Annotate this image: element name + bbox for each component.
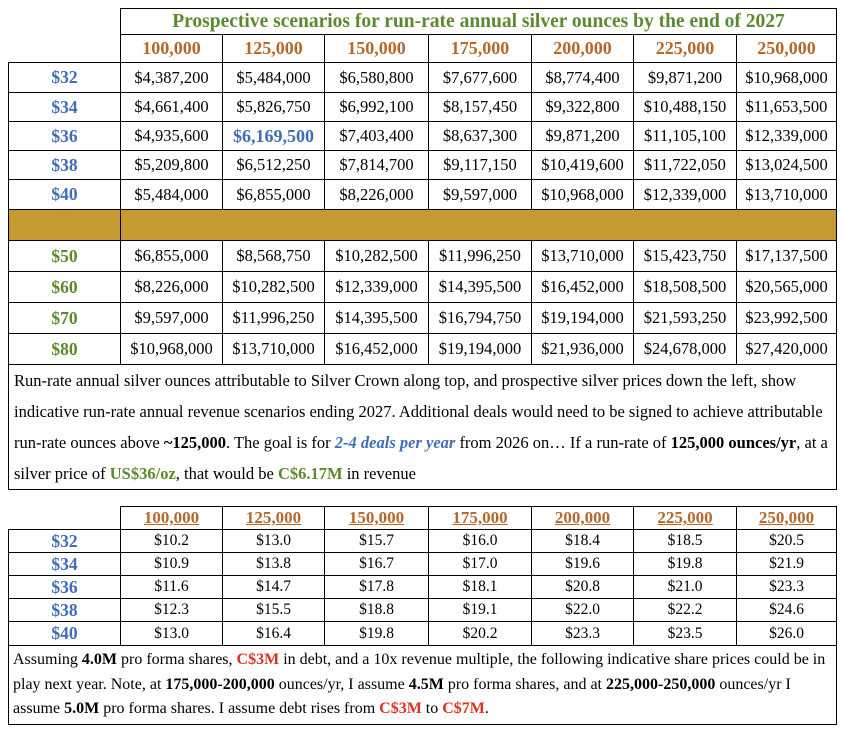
table-cell: $8,568,750	[223, 241, 325, 272]
table-cell: $4,935,600	[121, 122, 223, 151]
gold-separator-row	[9, 210, 837, 241]
table-cell: $17.8	[325, 576, 429, 599]
note-text: pro forma shares,	[117, 651, 237, 669]
table-cell: $16,452,000	[532, 272, 634, 303]
table-cell: $17.0	[429, 553, 532, 576]
table-cell: $17,137,500	[737, 241, 837, 272]
col-header: 100,000	[121, 35, 223, 63]
table-cell: $10,488,150	[634, 93, 737, 122]
table-cell: $11,105,100	[634, 122, 737, 151]
table-cell: $8,774,400	[532, 63, 634, 93]
table-row	[9, 180, 837, 210]
table-cell: $8,226,000	[325, 180, 429, 210]
table-cell: $11.6	[121, 576, 223, 599]
table-row	[9, 303, 837, 334]
note-text: from 2026 on… If a run-rate of	[455, 433, 671, 452]
revenue-scenarios-table	[8, 8, 836, 490]
ounces-header-row	[9, 35, 837, 63]
col-header: 175,000	[429, 507, 532, 530]
table-cell: $18.5	[634, 530, 737, 553]
table-cell: $23.5	[634, 622, 737, 646]
table-cell: $12.3	[121, 599, 223, 622]
price-label: $38	[9, 151, 121, 180]
price-label: $34	[9, 553, 121, 576]
price-label: $36	[9, 576, 121, 599]
table-row	[9, 272, 837, 303]
separator-cell	[121, 210, 837, 241]
note-text: , that would be	[175, 464, 278, 483]
price-label: $38	[9, 599, 121, 622]
table-cell: $5,209,800	[121, 151, 223, 180]
table-cell: $8,226,000	[121, 272, 223, 303]
table-cell: $16.7	[325, 553, 429, 576]
note-debt: C$3M	[379, 700, 422, 718]
table-row	[9, 334, 837, 365]
price-label: $40	[9, 180, 121, 210]
table-cell: $9,322,800	[532, 93, 634, 122]
table-cell: $19,194,000	[532, 303, 634, 334]
table-cell: $11,996,250	[429, 241, 532, 272]
note-bold: 4.5M	[408, 675, 444, 693]
table-cell: $10,282,500	[223, 272, 325, 303]
note-bold: 125,000 ounces/yr	[670, 433, 797, 452]
note-text: ounces/yr, I assume	[274, 675, 409, 693]
table-cell: $9,117,150	[429, 151, 532, 180]
corner-blank	[9, 507, 121, 530]
table-cell: $18,508,500	[634, 272, 737, 303]
table-cell: $13,710,000	[532, 241, 634, 272]
share-price-note	[9, 646, 837, 725]
table-cell: $26.0	[737, 622, 837, 646]
table-cell: $13,024,500	[737, 151, 837, 180]
table-cell: $5,484,000	[223, 63, 325, 93]
table-cell: $6,855,000	[223, 180, 325, 210]
table-cell: $19.6	[532, 553, 634, 576]
note-text: in revenue	[342, 464, 416, 483]
table-cell: $21,593,250	[634, 303, 737, 334]
table-cell: $6,512,250	[223, 151, 325, 180]
col-header: 200,000	[532, 507, 634, 530]
table-row	[9, 122, 837, 151]
col-header: 250,000	[737, 35, 837, 63]
table-cell: $15.7	[325, 530, 429, 553]
note-revenue: C$6.17M	[277, 464, 343, 483]
price-label: $34	[9, 93, 121, 122]
price-label: $80	[9, 334, 121, 365]
table-cell: $12,339,000	[737, 122, 837, 151]
price-label: $60	[9, 272, 121, 303]
table-cell: $23.3	[532, 622, 634, 646]
table-cell: $13.8	[223, 553, 325, 576]
table-cell: $10.2	[121, 530, 223, 553]
table-cell: $9,871,200	[532, 122, 634, 151]
table-cell: $10,419,600	[532, 151, 634, 180]
table-cell: $10,968,000	[532, 180, 634, 210]
price-label: $36	[9, 122, 121, 151]
table-cell: $11,653,500	[737, 93, 837, 122]
note-price: US$36/oz	[109, 464, 176, 483]
col-header: 150,000	[325, 507, 429, 530]
note-bold: 5.0M	[64, 700, 100, 718]
note-bold: ~125,000	[163, 433, 227, 452]
price-label: $70	[9, 303, 121, 334]
table-cell: $19,194,000	[429, 334, 532, 365]
note-bold: 175,000-200,000	[165, 675, 275, 693]
table-row	[9, 63, 837, 93]
table-cell: $16.4	[223, 622, 325, 646]
table-cell: $10,968,000	[737, 63, 837, 93]
note-text: ounces/yr I assume	[13, 675, 791, 718]
highlighted-cell: $6,169,500	[223, 122, 325, 151]
table-cell: $21,936,000	[532, 334, 634, 365]
note-text: , at a silver price of	[14, 433, 828, 483]
note-debt: C$7M	[442, 700, 485, 718]
table-cell: $10.9	[121, 553, 223, 576]
price-label: $50	[9, 241, 121, 272]
separator-cell	[9, 210, 121, 241]
col-header: 125,000	[223, 35, 325, 63]
table-cell: $14,395,500	[325, 303, 429, 334]
table-cell: $18.4	[532, 530, 634, 553]
table-cell: $13,710,000	[223, 334, 325, 365]
table-cell: $10,968,000	[121, 334, 223, 365]
table-cell: $9,597,000	[429, 180, 532, 210]
price-label: $32	[9, 63, 121, 93]
table-cell: $20,565,000	[737, 272, 837, 303]
col-header: 125,000	[223, 507, 325, 530]
table-cell: $6,855,000	[121, 241, 223, 272]
col-header: 250,000	[737, 507, 837, 530]
col-header: 225,000	[634, 35, 737, 63]
table-cell: $7,403,400	[325, 122, 429, 151]
table-row	[9, 553, 837, 576]
table-row	[9, 93, 837, 122]
table-cell: $6,580,800	[325, 63, 429, 93]
note-text: pro forma shares, and at	[443, 675, 606, 693]
note-text: Assuming	[13, 651, 82, 669]
table-cell: $18.8	[325, 599, 429, 622]
table-cell: $13.0	[121, 622, 223, 646]
col-header: 200,000	[532, 35, 634, 63]
table-cell: $8,157,450	[429, 93, 532, 122]
table-cell: $23,992,500	[737, 303, 837, 334]
note-bold: 4.0M	[81, 651, 118, 669]
table-row	[9, 241, 837, 272]
table-cell: $23.3	[737, 576, 837, 599]
table-cell: $12,339,000	[325, 272, 429, 303]
table-row	[9, 151, 837, 180]
table-cell: $20.5	[737, 530, 837, 553]
table-cell: $15.5	[223, 599, 325, 622]
table-cell: $22.2	[634, 599, 737, 622]
note-text: to	[421, 700, 443, 718]
table-cell: $19.8	[634, 553, 737, 576]
note-text: Run-rate annual silver ounces attributable to Silver Crown along top, and prospective silver prices down the left, show indicative run-rate annual revenue scenarios ending 2027. Additional deals would need to be signed to achieve attributable run-rate ounces above	[14, 371, 823, 452]
note-text: . The goal is for	[226, 433, 335, 452]
col-header: 175,000	[429, 35, 532, 63]
table-cell: $21.0	[634, 576, 737, 599]
table-cell: $24,678,000	[634, 334, 737, 365]
table-cell: $11,722,050	[634, 151, 737, 180]
table-row	[9, 576, 837, 599]
table-cell: $12,339,000	[634, 180, 737, 210]
table-row	[9, 599, 837, 622]
table-cell: $6,992,100	[325, 93, 429, 122]
ounces-header-row	[9, 507, 837, 530]
table-cell: $7,677,600	[429, 63, 532, 93]
corner-blank	[9, 9, 121, 35]
table-cell: $5,826,750	[223, 93, 325, 122]
table-cell: $27,420,000	[737, 334, 837, 365]
table-cell: $9,871,200	[634, 63, 737, 93]
col-header: 150,000	[325, 35, 429, 63]
note-emphasis: 2-4 deals per year	[334, 433, 456, 452]
table-cell: $19.1	[429, 599, 532, 622]
table-cell: $16,452,000	[325, 334, 429, 365]
table-cell: $20.8	[532, 576, 634, 599]
table-cell: $21.9	[737, 553, 837, 576]
table-cell: $15,423,750	[634, 241, 737, 272]
table-cell: $16.0	[429, 530, 532, 553]
table-cell: $8,637,300	[429, 122, 532, 151]
table-cell: $9,597,000	[121, 303, 223, 334]
table-row	[9, 622, 837, 646]
price-label: $32	[9, 530, 121, 553]
table-cell: $10,282,500	[325, 241, 429, 272]
table-cell: $11,996,250	[223, 303, 325, 334]
table-title: Prospective scenarios for run-rate annual silver ounces by the end of 2027	[121, 9, 837, 35]
note-text: in debt, and a 10x revenue multiple, the following indicative share prices could be in play next year. Note, at	[13, 651, 826, 693]
note-bold: 225,000-250,000	[606, 675, 716, 693]
share-price-table	[8, 506, 836, 725]
col-header: 225,000	[634, 507, 737, 530]
table-cell: $4,387,200	[121, 63, 223, 93]
price-label: $40	[9, 622, 121, 646]
table-cell: $19.8	[325, 622, 429, 646]
note-debt: C$3M	[236, 651, 280, 669]
table-cell: $7,814,700	[325, 151, 429, 180]
table-row	[9, 530, 837, 553]
table-cell: $16,794,750	[429, 303, 532, 334]
table-cell: $22.0	[532, 599, 634, 622]
table-cell: $13.0	[223, 530, 325, 553]
table-cell: $24.6	[737, 599, 837, 622]
note-text: pro forma shares. I assume debt rises from	[99, 700, 380, 718]
table-cell: $20.2	[429, 622, 532, 646]
corner-blank	[9, 35, 121, 63]
note-text: .	[484, 700, 489, 718]
col-header: 100,000	[121, 507, 223, 530]
table-cell: $13,710,000	[737, 180, 837, 210]
table-cell: $18.1	[429, 576, 532, 599]
revenue-note	[9, 365, 837, 490]
table-cell: $14,395,500	[429, 272, 532, 303]
table-cell: $5,484,000	[121, 180, 223, 210]
table-cell: $4,661,400	[121, 93, 223, 122]
table-cell: $14.7	[223, 576, 325, 599]
